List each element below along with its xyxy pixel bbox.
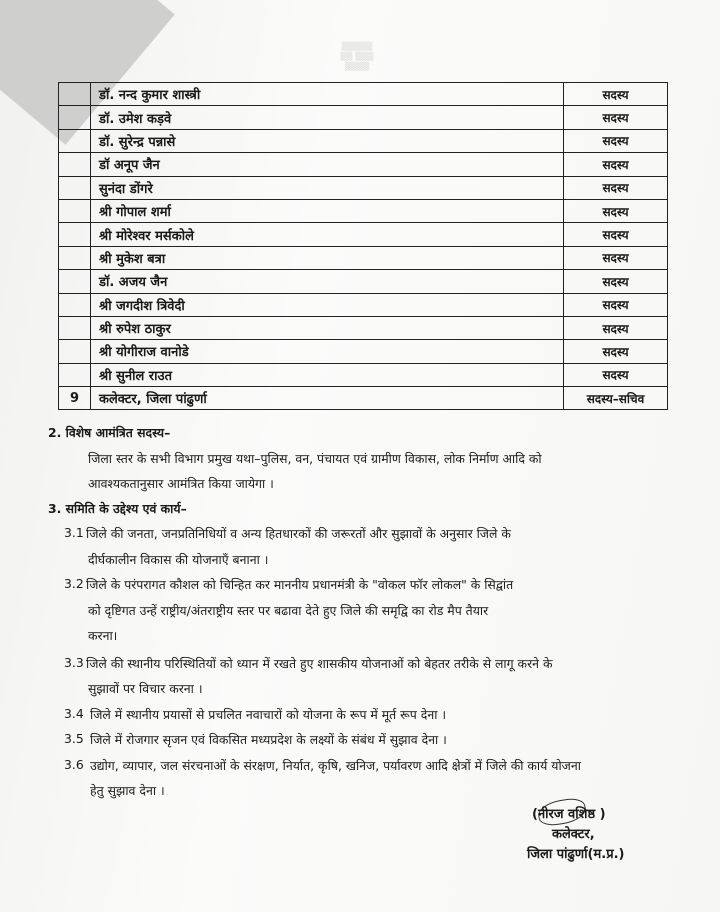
signatory-designation: कलेक्टर,: [552, 827, 595, 842]
member-role: सदस्य: [564, 153, 668, 176]
item-3-2-line-3: करना।: [88, 628, 118, 643]
member-number: [59, 293, 91, 316]
item-3-5-line-1: जिले में रोजगार सृजन एवं विकसित मध्यप्रदेश के लक्ष्यों के संबंध में सुझाव देना ।: [90, 732, 447, 747]
member-name: डॉ. उमेश कड़वे: [91, 106, 564, 129]
member-number: 9: [59, 387, 91, 410]
member-name: डॉ. अजय जैन: [91, 270, 564, 293]
member-number: [59, 316, 91, 339]
table-row: [59, 223, 668, 246]
table-row: [59, 270, 668, 293]
item-number: 3.4: [64, 706, 84, 721]
item-number: 3.5: [64, 731, 84, 746]
member-number: [59, 199, 91, 222]
table-row: [59, 106, 668, 129]
section-2-heading: 2. विशेष आमंत्रित सदस्य–: [48, 425, 171, 440]
member-number: [59, 246, 91, 269]
member-name: श्री सुनील राउत: [91, 363, 564, 386]
item-3-6-line-2: हेतु सुझाव देना ।: [90, 783, 165, 798]
member-role: सदस्य: [564, 316, 668, 339]
item-3-3-line-2: सुझावों पर विचार करना ।: [88, 681, 203, 696]
member-role: सदस्य: [564, 129, 668, 152]
member-name: श्री मुकेश बत्रा: [91, 246, 564, 269]
signatory-office: जिला पांढुर्णा(म.प्र.): [527, 847, 625, 862]
table-row: [59, 363, 668, 386]
section-3-heading: 3. समिति के उद्देश्य एवं कार्य–: [48, 501, 187, 516]
member-role: सदस्य: [564, 340, 668, 363]
member-role: सदस्य: [564, 293, 668, 316]
member-number: [59, 363, 91, 386]
member-role: सदस्य: [564, 223, 668, 246]
member-role: सदस्य–सचिव: [564, 387, 668, 410]
item-number: 3.1: [64, 525, 84, 540]
table-row: [59, 293, 668, 316]
member-name: श्री जगदीश त्रिवेदी: [91, 293, 564, 316]
item-3-2-line-2: को दृष्टिगत उन्हें राष्ट्रीय/अंतराष्ट्रीय स्तर पर बढावा देते हुए जिले की समृद्वि का रोड मैप तैयार: [88, 603, 489, 618]
member-role: सदस्य: [564, 199, 668, 222]
item-3-1-line-2: दीर्घकालीन विकास की योजनाएँ बनाना ।: [88, 552, 269, 567]
member-number: [59, 223, 91, 246]
member-name: सुनंदा डोंगरे: [91, 176, 564, 199]
member-name: कलेक्टर, जिला पांढुर्णा: [91, 387, 564, 410]
table-row: [59, 246, 668, 269]
item-3-1-line-1: जिले की जनता, जनप्रतिनिधियों व अन्य हितधारकों की जरूरतों और सुझावों के अनुसार जिले के: [86, 526, 511, 541]
member-name: श्री रुपेश ठाकुर: [91, 316, 564, 339]
member-name: डॉ. सुरेन्द्र पन्नासे: [91, 129, 564, 152]
member-number: [59, 176, 91, 199]
table-row: [59, 387, 668, 410]
table-row: [59, 340, 668, 363]
table-row: [59, 83, 668, 106]
item-number: 3.3: [64, 655, 84, 670]
member-number: [59, 270, 91, 293]
item-3-2-line-1: जिले के परंपरागत कौशल को चिन्हित कर माननीय प्रधानमंत्री के "वोकल फॉर लोकल" के सिद्वांत: [86, 577, 514, 592]
item-number: 3.2: [64, 576, 84, 591]
item-3-6-line-1: उद्योग, व्यापार, जल संरचनाओं के संरक्षण, निर्यात, कृषि, खनिज, पर्यावरण आदि क्षेत्रों में जिले की कार्य योजना: [90, 758, 581, 773]
members-table: [58, 82, 668, 410]
table-row: [59, 316, 668, 339]
table-row: [59, 199, 668, 222]
member-name: श्री मोरेश्वर मर्सकोले: [91, 223, 564, 246]
member-number: [59, 83, 91, 106]
member-number: [59, 106, 91, 129]
member-role: सदस्य: [564, 246, 668, 269]
item-3-3-line-1: जिले की स्थानीय परिस्थितियों को ध्यान में रखते हुए शासकीय योजनाओं को बेहतर तरीके से लागू करने के: [86, 656, 553, 671]
signatory-name: (नीरज वशिष्ठ ): [532, 807, 606, 822]
section-2-line-1: जिला स्तर के सभी विभाग प्रमुख यथा–पुलिस, वन, पंचायत एवं ग्रामीण विकास, लोक निर्माण आदि को: [88, 451, 542, 466]
faded-stamp: ▒▒▒▒▒ ▒▒ ▒▒▒ ▒▒▒▒: [340, 42, 374, 71]
member-number: [59, 153, 91, 176]
item-3-4-line-1: जिले में स्थानीय प्रयासों से प्रचलित नवाचारों को योजना के रूप में मूर्त रूप देना ।: [90, 707, 447, 722]
table-row: [59, 153, 668, 176]
member-role: सदस्य: [564, 106, 668, 129]
member-role: सदस्य: [564, 83, 668, 106]
member-role: सदस्य: [564, 270, 668, 293]
member-role: सदस्य: [564, 176, 668, 199]
member-role: सदस्य: [564, 363, 668, 386]
member-number: [59, 340, 91, 363]
member-name: श्री योगीराज वानोडे: [91, 340, 564, 363]
section-2-line-2: आवश्यकतानुसार आमंत्रित किया जायेगा ।: [88, 476, 274, 491]
table-row: [59, 129, 668, 152]
table-row: [59, 176, 668, 199]
member-name: डॉ. नन्द कुमार शास्त्री: [91, 83, 564, 106]
item-number: 3.6: [64, 757, 84, 772]
member-name: श्री गोपाल शर्मा: [91, 199, 564, 222]
member-number: [59, 129, 91, 152]
member-name: डॉ अनूप जैन: [91, 153, 564, 176]
